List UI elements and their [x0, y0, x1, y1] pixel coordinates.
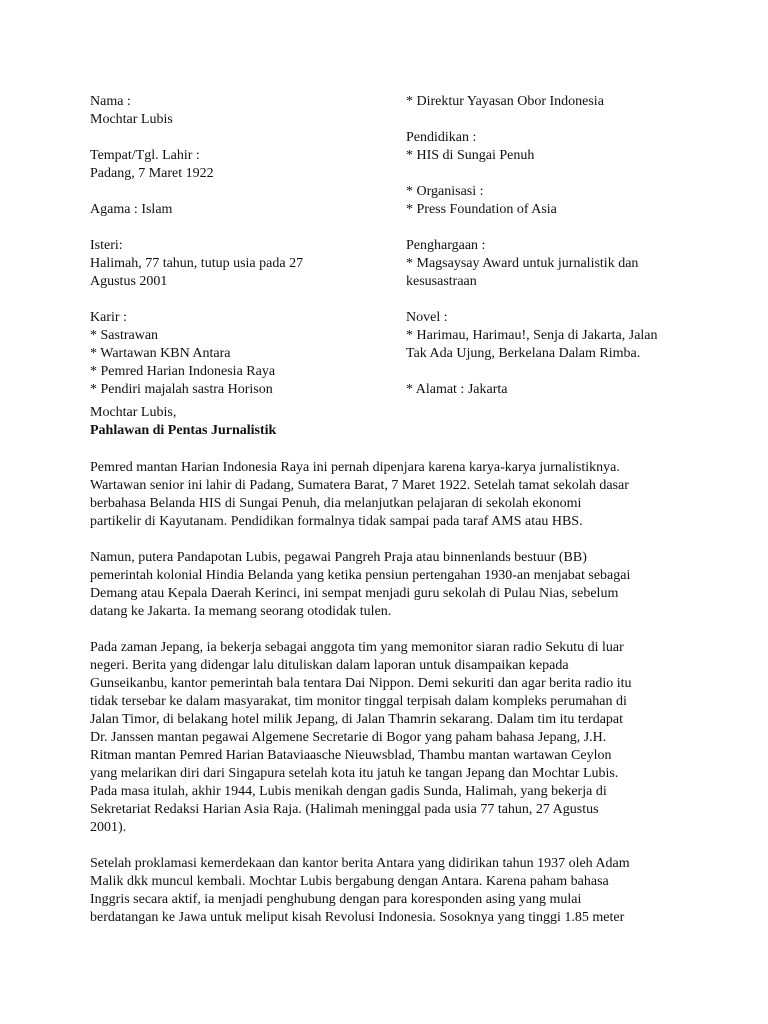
isteri-value-line-2: Agustus 2001: [90, 274, 168, 289]
organisasi-field: [406, 183, 686, 219]
novel-value-line-1: * Harimau, Harimau!, Senja di Jakarta, Jalan: [406, 328, 658, 343]
karir-item: * Wartawan KBN Antara: [90, 346, 231, 361]
paragraph-line: Ritman mantan Pemred Harian Bataviaasche Nieuwsblad, Thambu mantan wartawan Ceylon: [90, 748, 612, 763]
paragraph-line: tidak tersebar ke dalam masyarakat, tim monitor tinggal terpisah dalam kompleks perumahan di: [90, 694, 627, 709]
paragraph-line: 2001).: [90, 820, 127, 835]
pendidikan-value: * HIS di Sungai Penuh: [406, 148, 535, 163]
ttl-label: Tempat/Tgl. Lahir :: [90, 148, 200, 163]
paragraph-line: Dr. Janssen mantan pegawai Algemene Secretarie di Bogor yang paham bahasa Jepang, J.H.: [90, 730, 607, 745]
alamat-text: * Alamat : Jakarta: [406, 382, 508, 397]
heading-name: Mochtar Lubis,: [90, 405, 177, 420]
paragraph-line: Sekretariat Redaksi Harian Asia Raja. (Halimah meninggal pada usia 77 tahun, 27 Agustus: [90, 802, 599, 817]
paragraph-line: Wartawan senior ini lahir di Padang, Sumatera Barat, 7 Maret 1922. Setelah tamat sekolah dasar: [90, 478, 629, 493]
paragraph-line: Inggris secara aktif, ia menjadi penghubung dengan para koresponden asing yang mulai: [90, 892, 582, 907]
isteri-label: Isteri:: [90, 238, 123, 253]
article-title: Pahlawan di Pentas Jurnalistik: [90, 423, 277, 438]
paragraph-line: berdatangan ke Jawa untuk meliput kisah Revolusi Indonesia. Sosoknya yang tinggi 1.85 meter: [90, 910, 625, 925]
novel-value-line-2: Tak Ada Ujung, Berkelana Dalam Rimba.: [406, 346, 641, 361]
nama-label: Nama :: [90, 94, 131, 109]
paragraph-line: datang ke Jakarta. Ia memang seorang otodidak tulen.: [90, 604, 392, 619]
paragraph-line: yang melarikan diri dari Singapura setelah kota itu jatuh ke tangan Jepang dan Mochtar Lubis.: [90, 766, 619, 781]
paragraph: [90, 459, 680, 531]
karir-label: Karir :: [90, 310, 127, 325]
article-heading: [90, 404, 690, 440]
paragraph-line: negeri. Berita yang didengar lalu dituliskan dalam laporan untuk disampaikan kepada: [90, 658, 569, 673]
paragraph-line: pemerintah kolonial Hindia Belanda yang ketika pensiun pertengahan 1930-an menjabat sebagai: [90, 568, 631, 583]
paragraph-line: Setelah proklamasi kemerdekaan dan kantor berita Antara yang didirikan tahun 1937 oleh Adam: [90, 856, 630, 871]
paragraph-line: Gunseikanbu, kantor pemerintah bala tentara Dai Nippon. Demi sekuriti dan agar berita radio itu: [90, 676, 632, 691]
agama-text: Agama : Islam: [90, 202, 173, 217]
paragraph-line: berbahasa Belanda HIS di Sungai Penuh, dia melanjutkan pelajaran di sekolah ekonomi: [90, 496, 582, 511]
direktur-text: * Direktur Yayasan Obor Indonesia: [406, 94, 604, 109]
agama-field: [90, 201, 390, 219]
paragraph-line: Pada masa itulah, akhir 1944, Lubis menikah dengan gadis Sunda, Halimah, yang bekerja di: [90, 784, 607, 799]
organisasi-label: * Organisasi :: [406, 184, 484, 199]
penghargaan-value-line-2: kesusastraan: [406, 274, 477, 289]
ttl-field: [90, 147, 390, 183]
karir-item: * Pemred Harian Indonesia Raya: [90, 364, 276, 379]
karir-item: * Sastrawan: [90, 328, 159, 343]
pendidikan-field: [406, 129, 686, 165]
paragraph-line: partikelir di Kayutanam. Pendidikan formalnya tidak sampai pada taraf AMS atau HBS.: [90, 514, 583, 529]
paragraph-line: Namun, putera Pandapotan Lubis, pegawai Pangreh Praja atau binnenlands bestuur (BB): [90, 550, 587, 565]
direktur-field: [406, 93, 686, 111]
alamat-field: [406, 381, 686, 399]
novel-field: [406, 309, 686, 363]
ttl-value: Padang, 7 Maret 1922: [90, 166, 214, 181]
novel-label: Novel :: [406, 310, 448, 325]
organisasi-value: * Press Foundation of Asia: [406, 202, 557, 217]
paragraph-line: Malik dkk muncul kembali. Mochtar Lubis bergabung dengan Antara. Karena paham bahasa: [90, 874, 609, 889]
paragraph-line: Pada zaman Jepang, ia bekerja sebagai anggota tim yang memonitor siaran radio Sekutu di luar: [90, 640, 624, 655]
karir-item: * Pendiri majalah sastra Horison: [90, 382, 273, 397]
penghargaan-field: [406, 237, 686, 291]
penghargaan-value-line-1: * Magsaysay Award untuk jurnalistik dan: [406, 256, 639, 271]
pendidikan-label: Pendidikan :: [406, 130, 477, 145]
nama-value: Mochtar Lubis: [90, 112, 173, 127]
penghargaan-label: Penghargaan :: [406, 238, 486, 253]
paragraph-line: Jalan Timor, di belakang hotel milik Jepang, di Jalan Thamrin sekarang. Dalam tim itu terdapat: [90, 712, 624, 727]
isteri-field: [90, 237, 390, 291]
paragraph: [90, 549, 680, 621]
paragraph: [90, 855, 680, 927]
nama-field: [90, 93, 390, 129]
isteri-value-line-1: Halimah, 77 tahun, tutup usia pada 27: [90, 256, 304, 271]
article-body: [90, 459, 680, 945]
paragraph-line: Pemred mantan Harian Indonesia Raya ini pernah dipenjara karena karya-karya jurnalistiknya.: [90, 460, 620, 475]
biodata-right-column: [406, 93, 686, 417]
paragraph-line: Demang atau Kepala Daerah Kerinci, ini sempat menjadi guru sekolah di Pulau Nias, sebelum: [90, 586, 619, 601]
karir-field: [90, 309, 390, 399]
biodata-left-column: [90, 93, 390, 417]
paragraph: [90, 639, 680, 837]
